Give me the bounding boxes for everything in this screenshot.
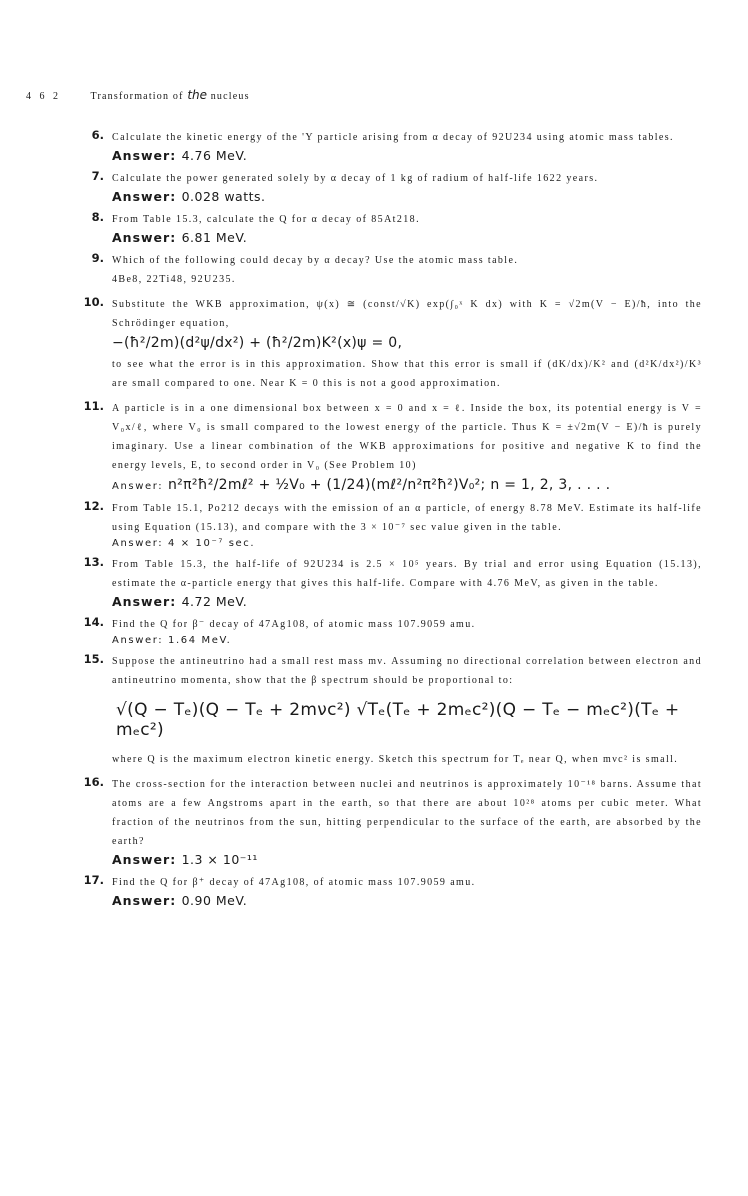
answer-label: Answer: — [112, 230, 177, 245]
problem-12 — [83, 499, 702, 549]
schrodinger-equation: −(ħ²/2m)(d²ψ/dx²) + (ħ²/2m)K²(x)ψ = 0, — [112, 335, 403, 351]
problem-text: Find the Q for β⁻ decay of 47Ag108, of atomic mass 107.9059 amu. — [112, 619, 476, 630]
problem-13 — [83, 555, 702, 609]
problem-text: From Table 15.3, the half-life of 92U234 is 2.5 × 10⁵ years. By trial and error using Equation (15.13), estimate the α-particle energy that gives this half-life. Compare with 4.76 MeV, as given in the table. — [112, 559, 702, 589]
answer-value: 4 × 10⁻⁷ sec. — [168, 538, 256, 549]
problem-text: Calculate the kinetic energy of the 'Y particle arising from α decay of 92U234 using atomic mass tables. — [112, 132, 674, 143]
energy-levels-formula: n²π²ħ²/2mℓ² + ½V₀ + (1/24)(mℓ²/n²π²ħ²)V₀²; n = 1, 2, 3, . . . . — [168, 477, 611, 493]
problem-number: 11. — [83, 399, 104, 413]
problem-number: 12. — [83, 499, 104, 513]
problem-text: From Table 15.3, calculate the Q for α decay of 85At218. — [112, 214, 420, 225]
problem-9 — [91, 251, 702, 289]
problem-number: 17. — [83, 873, 104, 887]
problem-text: From Table 15.1, Po212 decays with the emission of an α particle, of energy 8.78 MeV. Estimate its half-life using Equation (15.13), and compare with the 3 × 10⁻⁷ sec value given in the table. — [112, 503, 702, 533]
beta-spectrum-formula: √(Q − Tₑ)(Q − Tₑ + 2mνc²) √Tₑ(Tₑ + 2mₑc²)(Q − Tₑ − mₑc²)(Tₑ + mₑc²) — [116, 700, 680, 740]
answer — [112, 189, 702, 204]
problem-6 — [91, 128, 702, 163]
answer-value: 6.81 MeV. — [181, 230, 248, 245]
problem-16 — [83, 775, 702, 867]
problem-text: Substitute the WKB approximation, ψ(x) ≅ (const/√K) exp(∫₀ˣ K dx) with K = √2m(V − E)/ħ, into the Schrödinger equation, — [112, 299, 702, 329]
problem-11 — [83, 399, 702, 493]
header-title-a: Transformation of — [90, 91, 184, 102]
problem-text: Which of the following could decay by α decay? Use the atomic mass table. — [112, 255, 519, 266]
problem-number: 9. — [91, 251, 104, 265]
answer-value: 1.3 × 10⁻¹¹ — [181, 852, 258, 867]
problem-text: Find the Q for β⁺ decay of 47Ag108, of atomic mass 107.9059 amu. — [112, 877, 476, 888]
problem-10 — [83, 295, 702, 393]
problem-number: 15. — [83, 652, 104, 666]
answer-value: 0.028 watts. — [181, 189, 266, 204]
answer-value: 0.90 MeV. — [181, 893, 248, 908]
problem-number: 16. — [83, 775, 104, 789]
answer — [112, 635, 702, 646]
answer — [112, 538, 702, 549]
problem-text: Calculate the power generated solely by α decay of 1 kg of radium of half-life 1622 years. — [112, 173, 599, 184]
answer-label: Answer: — [112, 893, 177, 908]
problem-7 — [91, 169, 702, 204]
problem-text: A particle is in a one dimensional box between x = 0 and x = ℓ. Inside the box, its potential energy is V = V₀x/ℓ, where V₀ is small compared to the lowest energy of the particle. Thus K = ±√2m(V − E)/ħ is purely imaginary. Use a linear combination of the WKB approximations for positive and negative K to find the energy levels, E, to second order in V₀ (See Problem 10) — [112, 403, 702, 471]
answer-label: Answer: — [112, 481, 164, 492]
problem-number: 13. — [83, 555, 104, 569]
answer — [112, 230, 702, 245]
problem-number: 8. — [91, 210, 104, 224]
running-header — [26, 88, 250, 102]
problem-8 — [91, 210, 702, 245]
answer-label: Answer: — [112, 635, 164, 646]
answer — [112, 594, 702, 609]
answer-formula — [112, 477, 702, 493]
problem-text-continued: to see what the error is in this approximation. Show that this error is small if (dK/dx)/K² and (d²K/dx²)/K³ are small compared to one. Near K = 0 this is not a good approximation. — [112, 359, 702, 389]
problem-14 — [83, 615, 702, 646]
problem-number: 7. — [91, 169, 104, 183]
answer-label: Answer: — [112, 594, 177, 609]
problem-17 — [83, 873, 702, 908]
header-title-b: the — [187, 88, 208, 102]
problem-number: 6. — [91, 128, 104, 142]
answer-label: Answer: — [112, 148, 177, 163]
problem-number: 10. — [83, 295, 104, 309]
nuclide-list: 4Be8, 22Ti48, 92U235. — [112, 274, 236, 285]
header-title-c: nucleus — [210, 91, 250, 102]
answer — [112, 148, 702, 163]
answer — [112, 852, 702, 867]
answer-value: 4.72 MeV. — [181, 594, 248, 609]
answer-label: Answer: — [112, 852, 177, 867]
problem-text: The cross-section for the interaction between nuclei and neutrinos is approximately 10⁻¹⁸ barns. Assume that atoms are a few Angstroms apart in the earth, so that there are about 10²⁸ atoms per cubic meter. What fraction of the neutrinos from the sun, hitting perpendicular to the surface of the earth, are absorbed by the earth? — [112, 779, 702, 847]
problem-list — [83, 128, 702, 914]
page-number: 4 6 2 — [26, 91, 61, 102]
answer-value: 1.64 MeV. — [168, 635, 232, 646]
problem-text-continued: where Q is the maximum electron kinetic energy. Sketch this spectrum for Tₑ near Q, when mνc² is small. — [112, 754, 679, 765]
problem-15 — [83, 652, 702, 769]
answer — [112, 893, 702, 908]
answer-label: Answer: — [112, 538, 164, 549]
problem-text: Suppose the antineutrino had a small rest mass mν. Assuming no directional correlation between electron and antineutrino momenta, show that the β spectrum should be proportional to: — [112, 656, 702, 686]
answer-value: 4.76 MeV. — [181, 148, 248, 163]
problem-number: 14. — [83, 615, 104, 629]
answer-label: Answer: — [112, 189, 177, 204]
